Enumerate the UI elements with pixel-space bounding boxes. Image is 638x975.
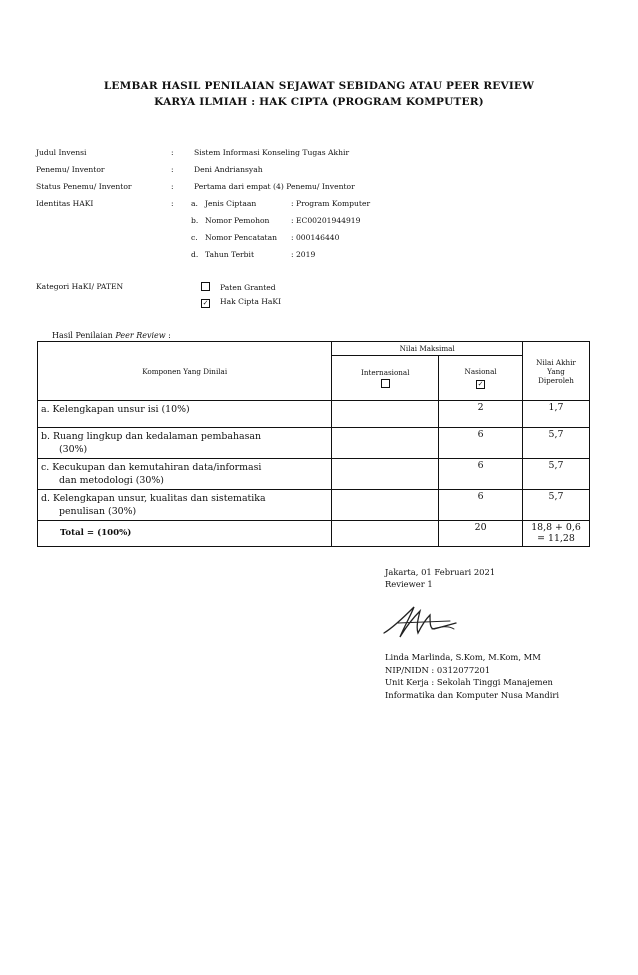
hasil-suffix: : [168, 331, 171, 340]
item-value: : Program Komputer [291, 199, 371, 208]
total-akhir-line1: 18,8 + 0,6 [531, 522, 581, 533]
colon: : [171, 148, 174, 157]
status-label: Status Penemu/ Inventor [36, 182, 132, 191]
component-label: b. Ruang lingkup dan kedalaman pembahasan [41, 431, 262, 442]
penemu-value: Deni Andriansyah [194, 165, 263, 174]
component-label: c. Kecukupan dan kemutahiran data/informasi [41, 462, 262, 473]
item-name: Nomor Pemohon [205, 216, 270, 225]
hasil-italic: Peer Review [115, 331, 166, 340]
checkbox-paten-granted[interactable] [201, 282, 210, 291]
judul-value: Sistem Informasi Konseling Tugas Akhir [194, 148, 350, 157]
reviewer-name: Linda Marlinda, S.Kom, M.Kom, MM [385, 652, 541, 662]
component-label-cont: penulisan (30%) [59, 506, 137, 517]
akhir-cell: 5,7 [523, 428, 590, 459]
item-value: : 000146440 [291, 233, 340, 242]
signature-block-top [385, 566, 495, 590]
option-label: Paten Granted [220, 283, 276, 292]
nasional-cell: 6 [439, 428, 523, 459]
checkbox-nasional[interactable]: ✓ [477, 380, 484, 388]
item-value: : EC00201944919 [291, 216, 361, 225]
colon: : [171, 199, 174, 208]
option-hak-cipta [201, 297, 281, 308]
signature-image [380, 603, 460, 641]
header-komponen: Komponen Yang Dinilai [38, 342, 332, 401]
component-cell [38, 428, 332, 459]
identitas-item [191, 216, 360, 225]
header-nasional [439, 356, 523, 401]
checkbox-hak-cipta[interactable]: ✓ [202, 299, 209, 307]
total-nasional: 20 [439, 521, 523, 547]
judul-label: Judul Invensi [36, 148, 87, 157]
checkbox-internasional[interactable] [381, 379, 390, 388]
table-row [38, 490, 590, 521]
total-akhir [523, 521, 590, 547]
identitas-item [191, 250, 315, 259]
header-nilai-maks: Nilai Maksimal [332, 342, 523, 356]
total-intl [332, 521, 439, 547]
akhir-cell: 5,7 [523, 459, 590, 490]
table-row [38, 459, 590, 490]
reviewer-unit: Unit Kerja : Sekolah Tinggi Manajemen Informatika dan Komputer Nusa Mandiri [385, 677, 560, 700]
document-title-line2: KARYA ILMIAH : HAK CIPTA (PROGRAM KOMPUTER) [154, 96, 484, 108]
intl-cell [332, 428, 439, 459]
item-key: b. [191, 216, 199, 225]
component-cell [38, 401, 332, 428]
internasional-label: Internasional [361, 367, 410, 377]
identitas-item [191, 233, 339, 242]
colon: : [171, 182, 174, 191]
header-row [38, 342, 590, 356]
hasil-prefix: Hasil Penilaian [52, 331, 113, 340]
item-name: Tahun Terbit [205, 250, 255, 259]
identitas-item [191, 199, 370, 208]
penemu-label: Penemu/ Inventor [36, 165, 105, 174]
nasional-cell: 6 [439, 459, 523, 490]
intl-cell [332, 459, 439, 490]
intl-cell [332, 490, 439, 521]
nasional-cell: 6 [439, 490, 523, 521]
reviewer-role: Reviewer 1 [385, 579, 433, 589]
akhir-cell: 5,7 [523, 490, 590, 521]
reviewer-nip: NIP/NIDN : 0312077201 [385, 664, 491, 675]
akhir-cell: 1,7 [523, 401, 590, 428]
total-akhir-line2: = 11,28 [537, 533, 575, 544]
option-label: Hak Cipta HaKI [220, 297, 282, 306]
score-table [37, 341, 590, 547]
total-label: Total = (100%) [38, 521, 332, 547]
document-title-line1: LEMBAR HASIL PENILAIAN SEJAWAT SEBIDANG ATAU PEER REVIEW [103, 80, 535, 92]
item-key: a. [191, 199, 198, 208]
component-label-cont: (30%) [59, 444, 88, 455]
option-paten-granted [201, 282, 276, 292]
item-value: : 2019 [291, 250, 316, 259]
component-cell [38, 459, 332, 490]
component-cell [38, 490, 332, 521]
total-row [38, 521, 590, 547]
item-name: Jenis Ciptaan [205, 199, 257, 208]
item-name: Nomor Pencatatan [205, 233, 278, 242]
component-label-cont: dan metodologi (30%) [59, 475, 164, 486]
header-internasional [332, 356, 439, 401]
kategori-label: Kategori HaKI/ PATEN [36, 282, 124, 291]
table-row [38, 401, 590, 428]
hasil-heading [52, 331, 171, 340]
component-label: a. Kelengkapan unsur isi (10%) [41, 404, 190, 415]
table-row [38, 428, 590, 459]
header-nilai-akhir: Nilai Akhir Yang Diperoleh [523, 342, 590, 401]
status-value: Pertama dari empat (4) Penemu/ Inventor [194, 182, 355, 191]
place-date: Jakarta, 01 Februari 2021 [385, 567, 496, 577]
item-key: d. [191, 250, 199, 259]
signature-block-bottom [385, 651, 595, 701]
item-key: c. [191, 233, 198, 242]
identitas-label: Identitas HAKI [36, 199, 94, 208]
intl-cell [332, 401, 439, 428]
colon: : [171, 165, 174, 174]
nasional-cell: 2 [439, 401, 523, 428]
component-label: d. Kelengkapan unsur, kualitas dan sistematika [41, 493, 266, 504]
nasional-label: Nasional [464, 367, 497, 376]
